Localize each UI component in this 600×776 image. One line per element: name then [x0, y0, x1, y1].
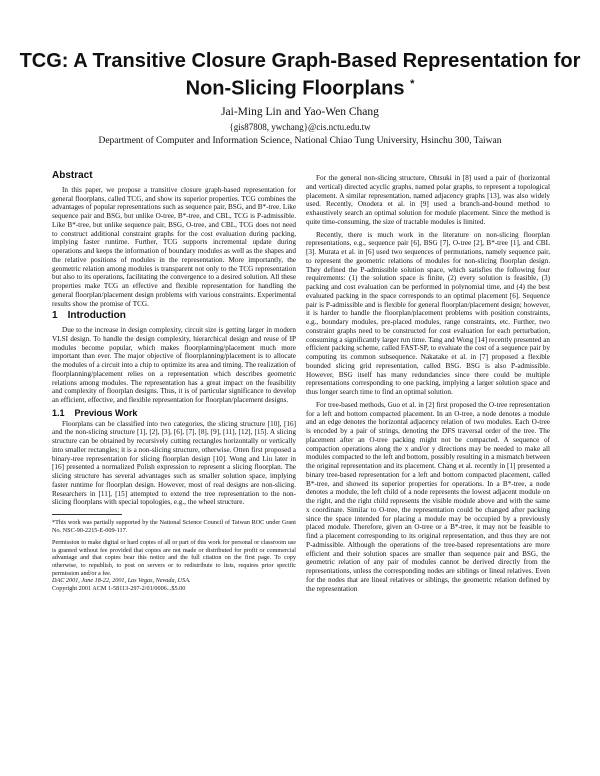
previous-work-heading: 1.1 Previous Work — [52, 407, 138, 418]
copyright-notice: Copyright 2001 ACM 1-58113-297-2/01/0006...$5.00 — [52, 584, 186, 592]
intro-heading: 1 Introduction — [52, 310, 126, 322]
funding-footnote: *This work was partially supported by the National Science Council of Taiwan ROC under Grant No. NSC-90-2215-E-009-117. — [52, 519, 296, 534]
conference-info: DAC 2001, June 18-22, 2001, Las Vegas, Nevada, USA. — [52, 577, 191, 585]
right-column — [306, 174, 550, 597]
title-line-1: TCG: A Transitive Closure Graph-Based Representation for — [19, 50, 581, 72]
authors: Jai-Ming Lin and Yao-Wen Chang — [221, 106, 379, 118]
left-column — [52, 172, 296, 592]
footnote-rule — [52, 514, 122, 515]
permission-notice: Permission to make digital or hard copies of all or part of this work for personal or classroom use is granted without fee provided that copies are not made or distributed for profit or commercial advantage and that copies bear this notice and the full citation on the first page. To copy otherwise, to republish, to post on servers or to redistribute to lists, requires prior specific permission and/or a fee. — [52, 539, 296, 577]
affiliation: Department of Computer and Information Science, National Chiao Tung University, Hsinchu 300, Taiwan — [98, 136, 502, 146]
paper-title — [0, 50, 600, 101]
right-paragraph-2: Recently, there is much work in the literature on non-slicing floorplan representations, e.g., sequence pair [6], BSG [7], O-tree [2], B*-tree [1], and CBL [3]. Murata et al. in [6] used two sequences of permutations, namely sequence pair, to represent the geometric relations of modules for non-slicing floorplan design. They defined the P-admissible solution space, which satisfies the following four requirements: (1) the solution space is finite, (2) every solution is feasible, (3) packing and cost evaluation can be performed in polynomial time, and (4) the best evaluated packing in the space corresponds to an optimal placement [6]. Sequence pair is P-admissible and is flexible for general floorplan/placement design; however, it is harder to handle the floorplan/placement problems with position constraints, e.g., boundary modules, pre-placed modules, range constraints, etc. Further, two constraint graphs need to be constructed for cost evaluation for each perturbation, consuming a significantly larger run time. Tang and Wong [14] recently presented an efficient packing scheme, called FAST-SP, to evaluate the cost of a sequence pair by computing its common subsequence. Nakatake et al. in [7] proposed a flexible bounded slicing grid representation, called BSG. BSG is also P-admissible. However, BSG itself has many redundancies since there could be multiple representations corresponding to one packing, implying a larger solution space and thus longer search time to find an optimal solution. — [306, 230, 550, 396]
title-footnote-mark: * — [410, 78, 415, 90]
right-paragraph-1: For the general non-slicing structure, Ohtsuki in [8] used a pair of (horizontal and vertical) directed acyclic graphs, named polar graphs, to represent a topological placement. A similar representation, named adjacency graphs [13], was also widely used. Recently, Onodera et al. in [9] used a branch-and-bound method to exhaustively search an optimal solution for module placement. Since the method is quite time-consuming, the size of tractable modules is limited. — [306, 174, 550, 226]
previous-work-text: Floorplans can be classified into two categories, the slicing structure [10], [16] and the non-slicing structure [1], [2], [3], [6], [7], [8], [9], [11], [12], [15]. A slicing structure can be obtained by recursively cutting rectangles horizontally or vertically into smaller rectangles; it is a non-slicing structure, otherwise. Otten first proposed a binary-tree representation for slicing floorplan design [10]. Wong and Liu later in [16] presented a normalized Polish expression to represent a slicing floorplan. The slicing structure has several advantages such as smaller solution space, implying faster runtime for floorplan design. However, most of real designs are non-slicing. Researchers in [11], [15] attempted to extend the tree representation to the non-slicing floorplans with special topologies, e.g., the wheel structure. — [52, 419, 296, 507]
intro-text: Due to the increase in design complexity, circuit size is getting larger in modern VLSI design. To handle the design complexity, hierarchical design and reuse of IP modules become popular, which makes floorplanning/placement much more important than ever. The major objective of floorplanning/placement is to allocate the modules of a circuit into a chip to optimize its area and timing. The realization of floorplanning/placement relies on a representation which describes geometric relations among modules. The representation has a great impact on the feasibility and complexity of floorplan designs. Thus, it is of particular significance to develop an efficient, effective, and flexible representation for floorplan/placement designs. — [52, 326, 296, 404]
title-line-2: Non-Slicing Floorplans * — [185, 77, 415, 100]
author-emails: {gis87808, ywchang}@cis.nctu.edu.tw — [229, 122, 371, 132]
abstract-heading: Abstract — [52, 170, 93, 181]
abstract-text: In this paper, we propose a transitive closure graph-based representation for general floorplans, called TCG, and show its superior properties. TCG combines the advantages of popular representations such as sequence pair, BSG, and B*-tree. Like sequence pair and BSG, but unlike O-tree, B*-tree, and CBL, TCG is P-admissible. Like B*-tree, but unlike sequence pair, BSG, O-tree, and CBL, TCG does not need to construct additional constraint graphs for the cost evaluation during packing, implying faster runtime. Further, TCG supports incremental update during operations and keeps the information of boundary modules as well as the shapes and the relative positions of modules in the representation. More importantly, the geometric relation among modules is transparent not only to the TCG representation but also to its operations, facilitating the convergence to a desired solution. All these properties make TCG an effective and flexible representation for handling the general floorplan/placement design problems with various constraints. Experimental results show the promise of TCG. — [52, 185, 297, 308]
right-paragraph-3: For tree-based methods, Guo et al. in [2] first proposed the O-tree representation for a left and bottom compacted placement. In an O-tree, a node denotes a module and an edge denotes the horizontal adjacency relation of two modules. Each O-tree is encoded by a pair of strings, denoting the DFS traversal order of the tree. The placement after an O-tree packing might not be compacted. A sequence of compaction operations along the x and/or y directions may be needed to make all modules compacted to the left and bottom, possibly resulting in a mismatch between the original representation and its placement. Chang et al. recently in [1] presented a binary tree-based representation for a left and bottom compacted placement, called B*-tree, and showed its superior properties for operations. In a B*-tree, a node denotes a module, the left child of a node represents the lowest adjacent module on the right, and the right child represents the visible module above and with the same x coordinate. Similar to O-tree, the representation could be changed after packing since the space intended for placing a module may be occupied by a previously placed module. Therefore, given an O-tree or a B*-tree, it may not be feasible to find a placement corresponding to its original representation, and thus they are not P-admissible. Although the operations of the tree-based representations are more efficient and their solution spaces are smaller than sequence pair and BSG, the geometric relation of any pair of modules cannot be derived directly from the representations, unless the corresponding nodes are siblings or lineal relatives. Even for the nodes that are lineal relatives or siblings, the geometric relation defined by the representation — [306, 400, 550, 593]
